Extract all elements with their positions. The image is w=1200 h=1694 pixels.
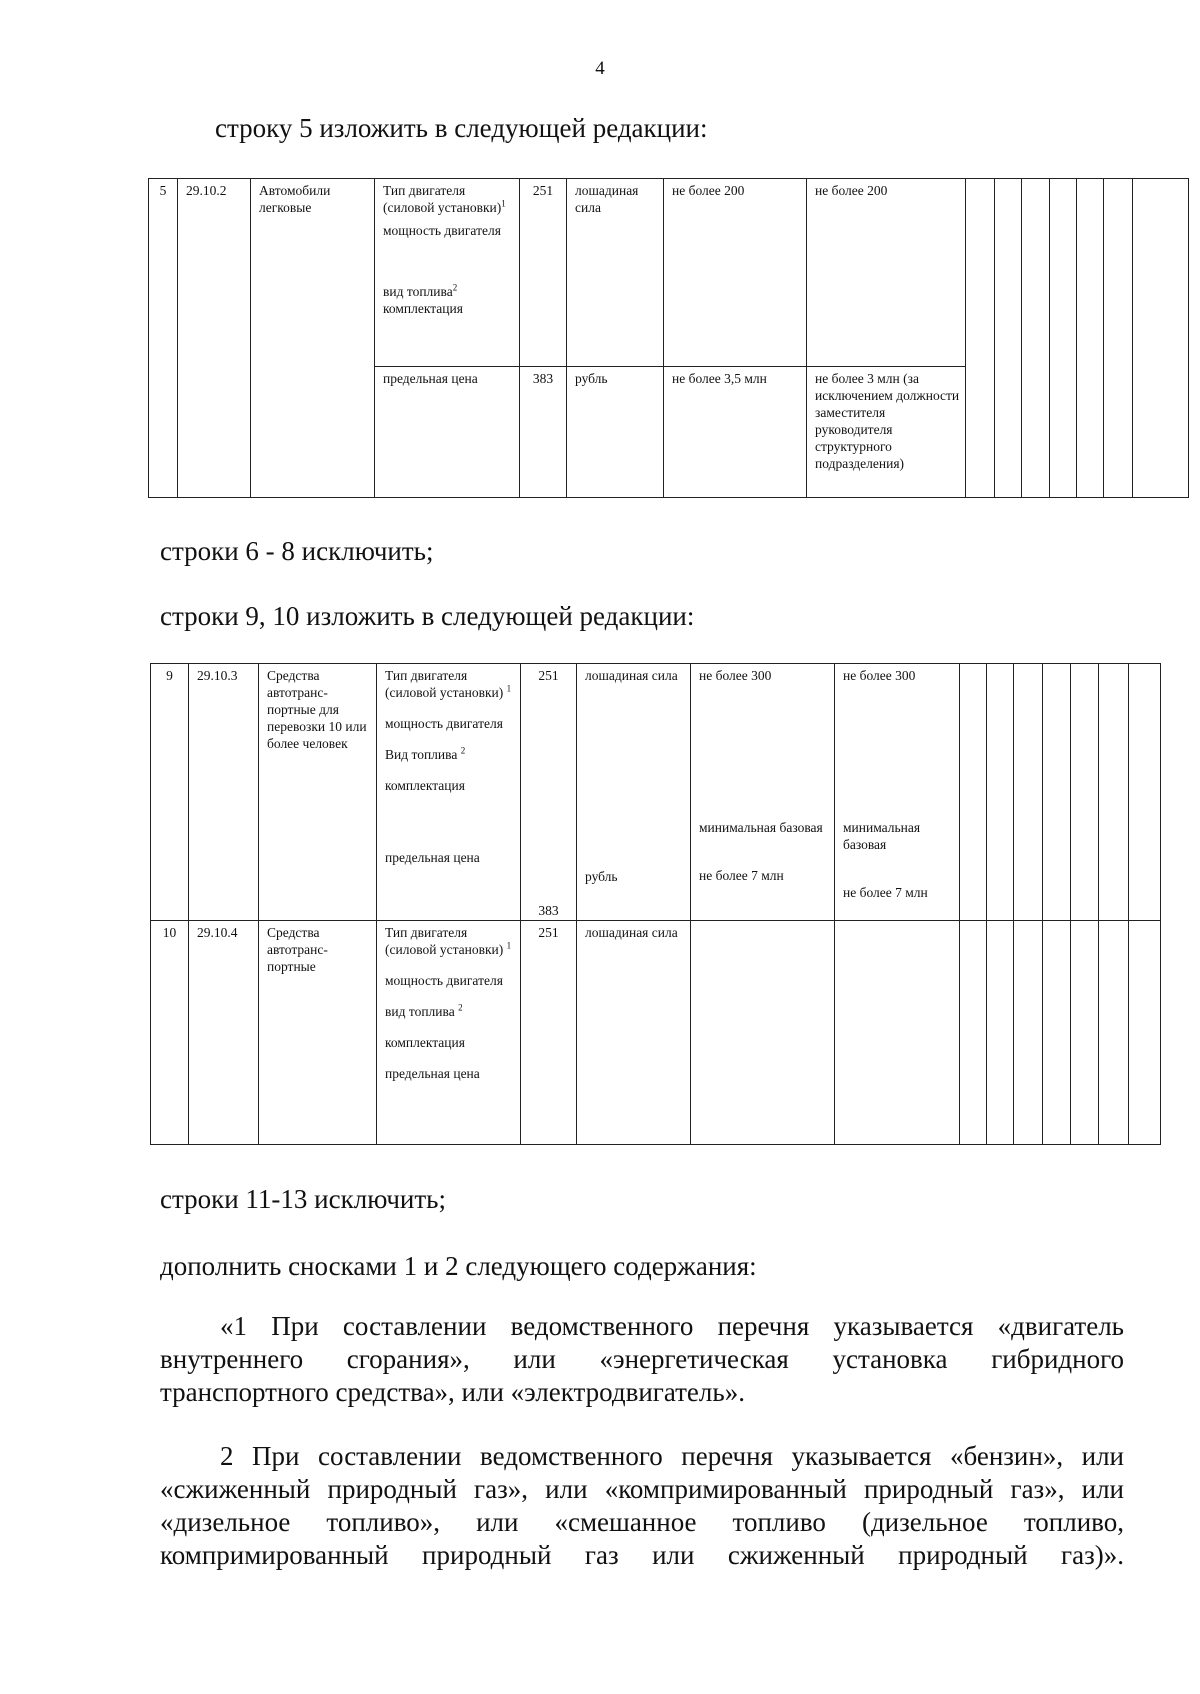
value-2: не более 300 [843, 668, 916, 683]
characteristics-cell [375, 179, 520, 367]
footnote-2-line-3: «дизельное топливо», или «смешанное топливо (дизельное топливо, [160, 1507, 1124, 1537]
value-2-cell [835, 664, 960, 921]
okpd-code: 29.10.4 [189, 921, 259, 1145]
row-number: 5 [149, 179, 178, 498]
unit: лошадиная сила [577, 921, 691, 1145]
empty-cell [1104, 179, 1133, 498]
empty-cell [691, 921, 835, 1145]
empty-cell [1043, 664, 1071, 921]
okei-code: 251 [520, 179, 567, 367]
exclude-rows-6-8: строки 6 - 8 исключить; [160, 536, 434, 566]
footnote-2 [160, 1440, 1124, 1572]
char-equipment: комплектация [383, 301, 463, 316]
okei-code: 251 [538, 668, 559, 683]
empty-cell [995, 179, 1022, 498]
table-row5 [148, 178, 1189, 498]
table-rows9-10 [150, 663, 1161, 1145]
empty-cell [1071, 921, 1099, 1145]
empty-cell [835, 921, 960, 1145]
okei-code: 251 [521, 921, 577, 1145]
characteristics-cell [377, 921, 521, 1145]
empty-cell [987, 664, 1014, 921]
char-engine: Тип двигателя (силовой установки) $^1$ [385, 925, 512, 957]
empty-cell [1071, 664, 1099, 921]
price-label: предельная цена [385, 850, 480, 865]
table-row [151, 664, 1161, 921]
empty-cell [1099, 664, 1129, 921]
empty-cell [1043, 921, 1071, 1145]
row-number: 10 [151, 921, 189, 1145]
char-equipment: комплектация [385, 778, 465, 793]
footnote-1-line-2: внутреннего сгорания», или «энергетическая установка гибридного [160, 1344, 1124, 1374]
empty-cell [1129, 664, 1161, 921]
char-engine: Тип двигателя (силовой установки)$^1$ [383, 183, 506, 215]
price-unit: рубль [585, 869, 618, 884]
char-engine: Тип двигателя (силовой установки) $^1$ [385, 668, 512, 700]
char-equipment: комплектация [385, 1035, 465, 1050]
unit: лошадиная сила [585, 668, 678, 683]
empty-cell [1014, 921, 1043, 1145]
item-name: Средства автотранс-портные [259, 921, 377, 1145]
empty-cell [1022, 179, 1050, 498]
char-fuel: вид топлива $^2$ [385, 1002, 463, 1019]
footnote-1 [160, 1310, 1124, 1409]
add-footnotes-intro: дополнить сносками 1 и 2 следующего содержания: [160, 1251, 757, 1281]
equipment-2: минимальная базовая [843, 820, 921, 852]
price-value-1: не более 3,5 млн [664, 367, 807, 498]
value-1: не более 200 [664, 179, 807, 367]
unit-cell [577, 664, 691, 921]
intro-rows-9-10: строки 9, 10 изложить в следующей редакции: [160, 601, 695, 631]
price-okei: 383 [520, 367, 567, 498]
price-label: предельная цена [385, 1066, 480, 1081]
empty-cell [1014, 664, 1043, 921]
char-fuel: Вид топлива $^2$ [385, 745, 466, 762]
item-name: Средства автотранс-портные для перевозки 10 или более человек [259, 664, 377, 921]
footnote-1-line-1: «1 При составлении ведомственного перечня указывается «двигатель [220, 1311, 1124, 1341]
empty-cell [1077, 179, 1104, 498]
price-okei: 383 [538, 903, 559, 918]
empty-cell [1099, 921, 1129, 1145]
footnote-1-line-3: транспортного средства», или «электродвигатель». [160, 1377, 745, 1407]
characteristics-cell [377, 664, 521, 921]
footnote-2-line-2: «сжиженный природный газ», или «компримированный природный газ», или [160, 1474, 1124, 1504]
empty-cell [987, 921, 1014, 1145]
okpd-code: 29.10.3 [189, 664, 259, 921]
intro-row5: строку 5 изложить в следующей редакции: [215, 113, 708, 143]
price-value-2: не более 3 млн (за исключением должности заместителя руководителя структурного подразделения) [807, 367, 966, 498]
footnote-2-line-4: компримированный природный газ или сжиженный природный газ)». [160, 1540, 1124, 1570]
empty-cell [1050, 179, 1077, 498]
price-value-1: не более 7 млн [699, 868, 784, 883]
price-value-2: не более 7 млн [843, 885, 928, 900]
equipment-1: минимальная базовая [699, 820, 823, 835]
char-power: мощность двигателя [383, 223, 501, 238]
value-2: не более 200 [807, 179, 966, 367]
table-row [149, 179, 1189, 367]
empty-cell [960, 664, 987, 921]
exclude-rows-11-13: строки 11-13 исключить; [160, 1184, 446, 1214]
char-fuel: вид топлива$^2$ [383, 282, 458, 299]
okpd-code: 29.10.2 [178, 179, 251, 498]
empty-cell [1129, 921, 1161, 1145]
price-label: предельная цена [375, 367, 520, 498]
unit: лошадиная сила [567, 179, 664, 367]
row-number: 9 [151, 664, 189, 921]
empty-cell [966, 179, 995, 498]
value-1-cell [691, 664, 835, 921]
char-power: мощность двигателя [385, 716, 503, 731]
price-unit: рубль [567, 367, 664, 498]
table-row [151, 921, 1161, 1145]
page-number: 4 [595, 58, 605, 79]
value-1: не более 300 [699, 668, 772, 683]
footnote-2-line-1: 2 При составлении ведомственного перечня указывается «бензин», или [220, 1441, 1124, 1471]
empty-cell [960, 921, 987, 1145]
char-power: мощность двигателя [385, 973, 503, 988]
item-name: Автомобили легковые [251, 179, 375, 498]
okei-cell [521, 664, 577, 921]
empty-cell [1133, 179, 1189, 498]
